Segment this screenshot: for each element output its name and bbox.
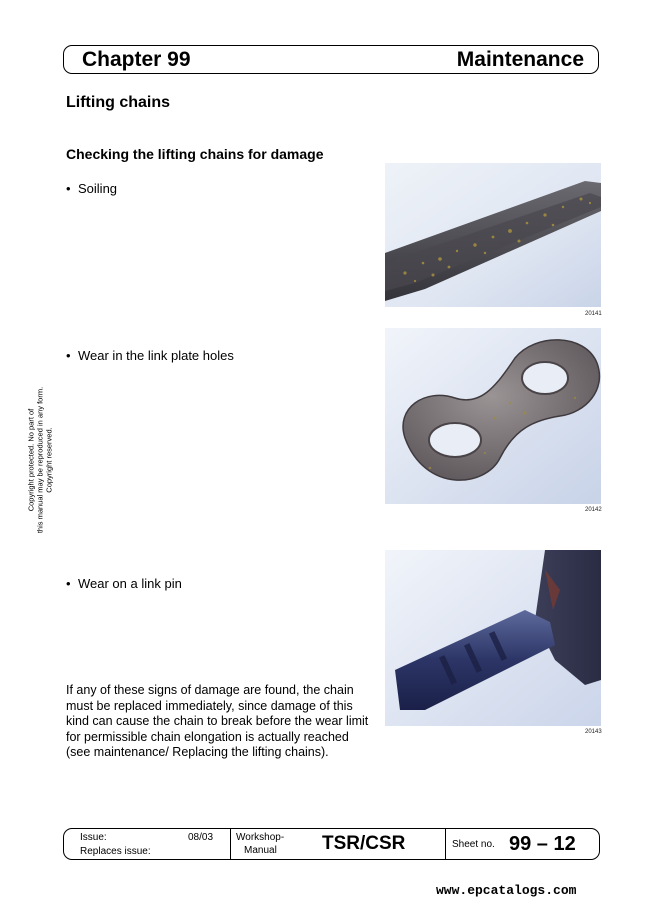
issue-value: 08/03 bbox=[188, 832, 214, 843]
bullet-text: Wear on a link pin bbox=[78, 576, 182, 591]
sheet-number: 99 – 12 bbox=[509, 833, 576, 855]
manual-type-line2: Manual bbox=[244, 845, 277, 856]
bullet-text: Soiling bbox=[78, 181, 118, 196]
sheet-label: Sheet no. bbox=[452, 839, 495, 850]
bullet-marker: • bbox=[66, 576, 71, 591]
link-plate-photo bbox=[385, 328, 601, 504]
product-name: TSR/CSR bbox=[322, 833, 406, 854]
bullet-link-pin bbox=[66, 576, 182, 591]
image-number: 20142 bbox=[585, 507, 602, 513]
soiled-chain-photo bbox=[385, 163, 601, 307]
bullet-text: Wear in the link plate holes bbox=[78, 348, 234, 363]
chapter-number: Chapter 99 bbox=[82, 48, 191, 71]
footer-divider bbox=[230, 829, 231, 859]
image-number: 20143 bbox=[585, 729, 602, 735]
copyright-line: Copyright protected. No part of bbox=[26, 408, 36, 512]
copyright-notice bbox=[27, 387, 54, 533]
bullet-marker: • bbox=[66, 348, 71, 363]
copyright-line: Copyright reserved. bbox=[44, 427, 54, 493]
image-number: 20141 bbox=[585, 311, 602, 317]
bullet-soiling bbox=[66, 181, 117, 196]
manual-type-line1: Workshop- bbox=[236, 832, 285, 843]
section-title: Lifting chains bbox=[66, 94, 170, 111]
chapter-header bbox=[63, 45, 599, 74]
footer bbox=[63, 828, 600, 860]
copyright-line: this manual may be reproduced in any form. bbox=[35, 386, 45, 534]
damage-instruction-text: If any of these signs of damage are found, the chain must be replaced immediately, since damage of this kind can cause the chain to break before the wear limit for permissible chain elongation is actually reached (see maintenance/ Replacing the lifting chains). bbox=[66, 683, 369, 759]
sub-title: Checking the lifting chains for damage bbox=[66, 146, 324, 162]
watermark-url: www.epcatalogs.com bbox=[436, 883, 577, 898]
link-pin-photo bbox=[385, 550, 601, 726]
footer-divider bbox=[445, 829, 446, 859]
bullet-link-plate-holes bbox=[66, 348, 234, 363]
bullet-marker: • bbox=[66, 181, 71, 196]
issue-label: Issue: bbox=[80, 832, 107, 843]
chapter-title: Maintenance bbox=[456, 48, 584, 71]
replaces-issue-label: Replaces issue: bbox=[80, 846, 151, 857]
